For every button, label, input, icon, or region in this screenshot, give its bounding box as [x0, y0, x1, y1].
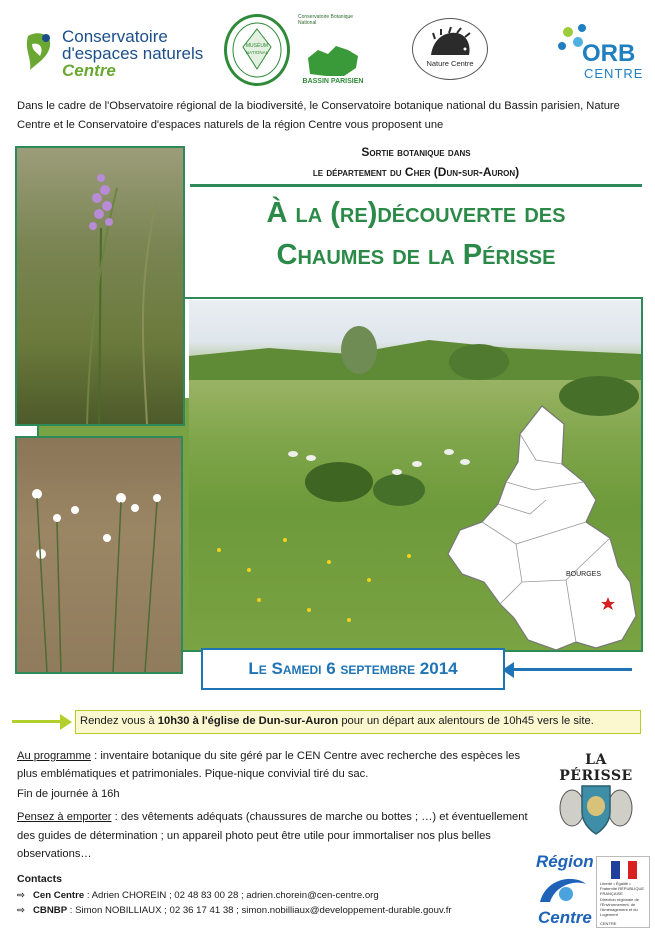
- emporter-paragraph: [17, 808, 529, 864]
- perisse-logo-text: LA PÉRISSE: [559, 752, 633, 784]
- nature-centre-label: Nature Centre: [426, 59, 474, 68]
- programme-paragraph: [17, 747, 527, 783]
- region-centre-logo: [532, 852, 594, 932]
- rendezvous-box: [75, 710, 641, 734]
- cbn-map-icon: [304, 44, 362, 78]
- hedgehog-icon: [427, 27, 473, 59]
- end-time: Fin de journée à 16h: [17, 788, 120, 800]
- event-title-line2: Chaumes de la Périsse: [276, 239, 556, 271]
- flowers-photo: [15, 436, 183, 674]
- orchid-photo: [15, 146, 185, 426]
- event-subtitle: [190, 142, 642, 182]
- programme-label: Au programme: [17, 750, 91, 762]
- contact-org: Cen Centre: [33, 890, 85, 901]
- intro-paragraph: Dans le cadre de l'Observatoire régional de la biodiversité, le Conservatoire botanique national du Bassin parisien, Nature Centre et le Conservatoire d'espaces naturels de la région Centre vous proposent une: [17, 100, 620, 131]
- event-date: Le Samedi 6 septembre 2014: [201, 648, 505, 690]
- event-subtitle-line2: le département du Cher (Dun-sur-Auron): [312, 165, 520, 179]
- contacts-heading: Contacts: [17, 873, 62, 885]
- map-city-label: BOURGES: [566, 571, 602, 578]
- emporter-label: Pensez à emporter: [17, 811, 112, 823]
- cen-logo-line2: d'espaces naturels: [62, 44, 204, 63]
- contact-details: : Adrien CHOREIN ; 02 48 83 00 28 ; adrien.chorein@cen-centre.org: [84, 890, 379, 901]
- title-divider: [190, 184, 642, 187]
- svg-text:NATIONAL: NATIONAL: [245, 50, 269, 55]
- rdv-arrow-line: [12, 720, 62, 723]
- orb-logo-sub: CENTRE: [584, 66, 644, 81]
- rdv-place: 10h30 à l'église de Dun-sur-Auron: [157, 715, 339, 727]
- rdv-suffix: pour un départ aux alentours de 10h45 vers le site.: [338, 715, 594, 727]
- cen-centre-logo: [22, 24, 212, 84]
- mnhn-seal-logo: [224, 14, 290, 86]
- region-swirl-icon: [536, 872, 590, 908]
- cen-leaf-icon: [22, 28, 56, 72]
- region-logo-line2: Centre: [538, 908, 592, 927]
- arrow-right-icon: ⇨: [17, 890, 26, 901]
- cbn-logo-top: Conservatoire Botanique National: [298, 14, 354, 26]
- contact-item: [17, 905, 452, 916]
- region-logo-line1: Région: [536, 852, 594, 871]
- sheep-crest-icon: [558, 772, 634, 840]
- event-title-line1: À la (re)découverte des: [266, 197, 566, 229]
- rf-region: CENTRE: [600, 921, 617, 926]
- cen-logo-line1: Conservatoire: [62, 27, 168, 46]
- cbn-logo-bottom: BASSIN PARISIEN: [302, 78, 364, 85]
- region-centre-map: [446, 404, 642, 650]
- orb-centre-logo: [556, 22, 648, 88]
- marianne-flag-icon: [611, 861, 637, 879]
- programme-text: : inventaire botanique du site géré par le CEN Centre avec recherche des espèces les plus emblématiques et patrimoniales. Pique-nique convivial tiré du sac.: [17, 750, 521, 780]
- cen-logo-line3: Centre: [62, 61, 116, 80]
- prefet-region-logo: [596, 856, 650, 928]
- contact-org: CBNBP: [33, 905, 68, 916]
- event-subtitle-line1: Sortie botanique dans: [361, 145, 471, 159]
- arrow-right-icon: ⇨: [17, 905, 26, 916]
- arrow-right-icon: [60, 714, 72, 730]
- date-arrow-line: [512, 668, 632, 671]
- rdv-prefix: Rendez vous à: [80, 715, 158, 727]
- rf-ministry: Direction régionale de l'Environnement, de l'Aménagement et du Logement: [600, 897, 639, 917]
- nature-centre-logo: [412, 18, 488, 80]
- contact-item: [17, 890, 379, 901]
- contact-details: : Simon NOBILLIAUX ; 02 36 17 41 38 ; simon.nobilliaux@developpement-durable.gouv.fr: [67, 905, 452, 916]
- emporter-text: : des vêtements adéquats (chaussures de marche ou bottes ; …) et éventuellement des guides de détermination ; un appareil photo peut être utile pour immortaliser nos plus belles observations…: [17, 811, 528, 860]
- orb-logo-main: ORB: [582, 40, 636, 67]
- rf-motto: Liberté • Égalité • Fraternité RÉPUBLIQUE FRANÇAISE: [600, 881, 645, 896]
- la-perisse-logo: [548, 752, 643, 842]
- mnhn-logo-text: MUSÉUM: [245, 43, 269, 49]
- event-title: [190, 192, 642, 276]
- cbn-bassin-parisien-logo: [298, 14, 368, 92]
